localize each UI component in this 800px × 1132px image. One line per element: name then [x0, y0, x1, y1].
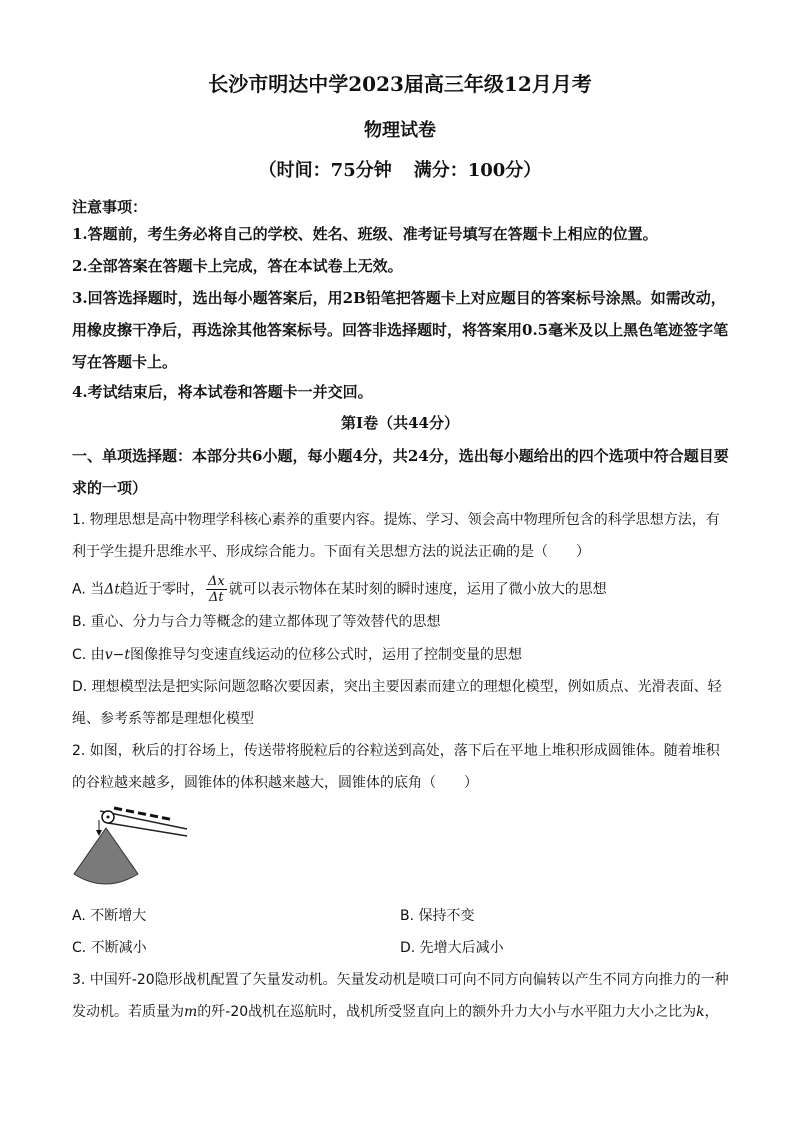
question-3-stem-end: ， — [704, 1004, 719, 1020]
note-1: 1.答题前，考生务必将自己的学校、姓名、班级、准考证号填写在答题卡上相应的位置。 — [72, 225, 658, 243]
question-2-option-d: D. 先增大后减小 — [400, 940, 504, 956]
option-a-prefix: A. 当 — [72, 581, 105, 598]
grain-dashes — [114, 808, 170, 819]
note-4: 4.考试结束后，将本试卷和答题卡一并交回。 — [72, 383, 373, 401]
question-3-stem-middle: 的歼-20战机在巡航时，战机所受竖直向上的额外升力大小与水平阻力大小之比为 — [197, 1004, 697, 1020]
option-a-mid: 趋近于零时， — [119, 581, 204, 598]
velocity-fraction — [206, 574, 227, 605]
question-1-option-b: B. 重心、分力与合力等概念的建立都体现了等效替代的思想 — [72, 614, 441, 630]
option-a-delta-t: Δt — [104, 581, 120, 598]
question-2-option-b: B. 保持不变 — [400, 908, 475, 924]
note-2: 2.全部答案在答题卡上完成，答在本试卷上无效。 — [72, 257, 403, 275]
grain-cone — [74, 828, 138, 884]
fraction-numerator: Δx — [207, 574, 225, 589]
conveyor-belt-bottom — [108, 823, 187, 836]
question-2-option-a: A. 不断增大 — [72, 908, 147, 924]
option-c-suffix: 图像推导匀变速直线运动的位移公式时，运用了控制变量的思想 — [129, 647, 522, 663]
option-c-vt: v−t — [104, 647, 130, 663]
exam-title: 长沙市明达中学2023届高三年级12月月考 — [208, 72, 592, 96]
exam-subject: 物理试卷 — [364, 120, 436, 141]
question-1-option-c — [72, 645, 732, 665]
question-1-stem: 1. 物理思想是高中物理学科核心素养的重要内容。提炼、学习、领会高中物理所包含的科学思想方法，有利于学生提升思维水平、形成综合能力。下面有关思想方法的说法正确的是（ ） — [72, 512, 720, 560]
exam-score: 满分：100分） — [413, 160, 542, 181]
exam-time-score — [0, 156, 800, 182]
conveyor-cone-figure — [72, 800, 202, 895]
option-a-suffix: 就可以表示物体在某时刻的瞬时速度，运用了微小放大的思想 — [228, 581, 607, 598]
part-title: 一、单项选择题：本部分共6小题，每小题4分，共24分，选出每小题给出的四个选项中符合题目要求的一项） — [72, 447, 729, 497]
fraction-denominator: Δt — [209, 590, 224, 605]
question-2-option-c: C. 不断减小 — [72, 940, 147, 956]
option-c-prefix: C. 由 — [72, 647, 105, 663]
pulley-axle — [107, 816, 110, 819]
question-3-stem-start: 3. 中国歼-20隐形战机配置了矢量发动机。矢量发动机是喷口可向不同方向偏转以产生不同方向推力的一种发动机。若质量为 — [72, 972, 729, 1020]
question-1-option-a — [72, 574, 732, 605]
note-3: 3.回答选择题时，选出每小题答案后，用2B铅笔把答题卡上对应题目的答案标号涂黑。如需改动，用橡皮擦干净后，再选涂其他答案标号。回答非选择题时，将答案用0.5毫米及以上黑色笔迹签字笔写在答题卡上。 — [72, 289, 729, 371]
mass-symbol: m — [184, 1004, 198, 1020]
exam-time: （时间：75分钟 — [258, 160, 392, 181]
question-2-stem: 2. 如图，秋后的打谷场上，传送带将脱粒后的谷粒送到高处，落下后在平地上堆积形成圆锥体。随着堆积的谷粒越来越多，圆锥体的体积越来越大，圆锥体的底角（ ） — [72, 743, 720, 791]
notes-heading: 注意事项： — [72, 198, 148, 216]
question-1-option-d: D. 理想模型法是把实际问题忽略次要因素，突出主要因素而建立的理想化模型，例如质点、光滑表面、轻绳、参考系等都是理想化模型 — [72, 679, 722, 727]
section-title: 第Ⅰ卷（共44分） — [341, 414, 459, 432]
question-3-stem — [72, 964, 732, 1028]
ratio-symbol: k — [696, 1004, 705, 1020]
